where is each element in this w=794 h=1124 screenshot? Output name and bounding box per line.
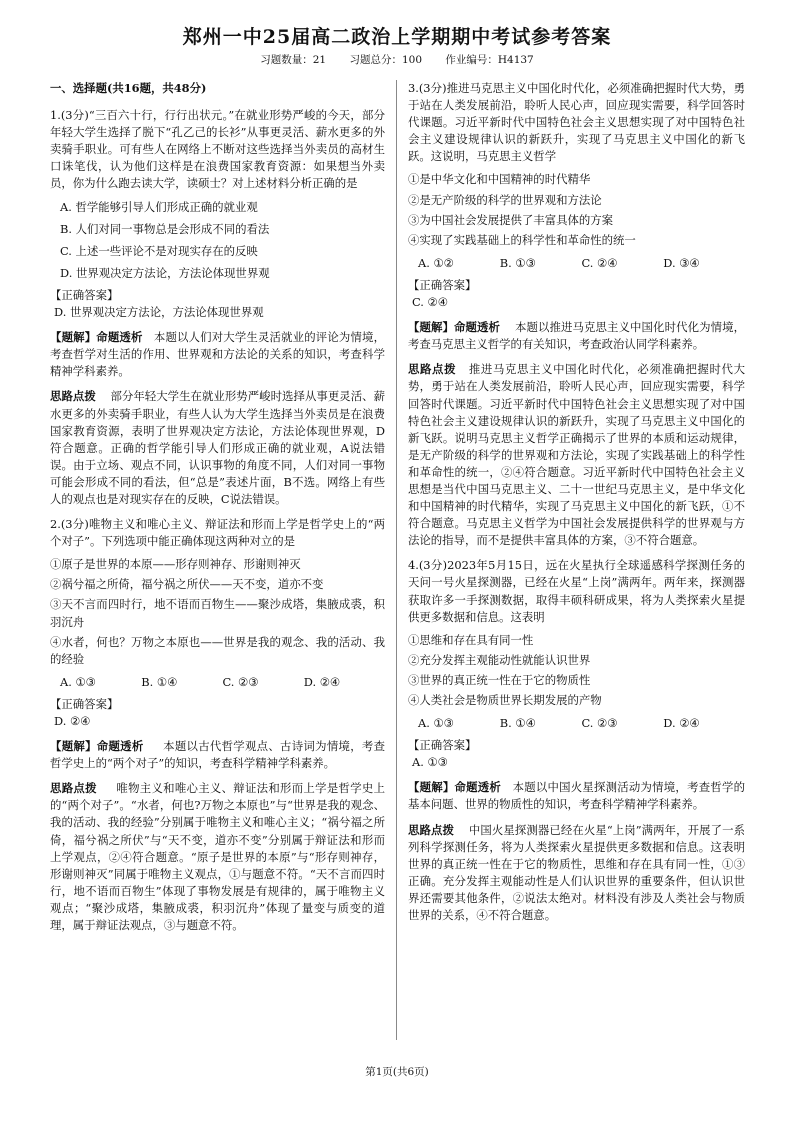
statement-1: ①是中华文化和中国精神的时代精华 — [408, 172, 591, 187]
analysis-label: 【题解】命题透析 — [408, 780, 502, 795]
idea-text: 部分年轻大学生在就业形势严峻时选择从事更灵活、薪水更多的外卖骑手职业，有些人认为大学生选择当外卖员是在浪费国家教育资源，表明了世界观决定方法论，方法论体现世界观，D符合题意。正确的哲学能引导人们形成正确的就业观，A说法错误。由于立场、观点不同，认识事物的角度不同，人们对同一事物可能会形成不同的看法，但“总是”表述片面，B不选。网络上有些人的观点也是对现实存在的反映，C说法错误。 — [50, 389, 385, 506]
choice-a: A. ①② — [418, 255, 454, 270]
answer-value: D. 世界观决定方法论，方法论体现世界观 — [54, 305, 264, 320]
idea-label: 思路点拨 — [50, 389, 96, 404]
analysis-text: 本题以人们对大学生灵活就业的评论为情境，考查哲学对生活的作用、世界观和方法论的关系的知识，考查科学精神学科素养。 — [50, 330, 385, 379]
document-title: 郑州一中25届高二政治上学期期中考试参考答案 — [182, 26, 612, 48]
choice-c: C. ②④ — [581, 255, 618, 270]
idea-text: 唯物主义和唯心主义、辩证法和形而上学是哲学史上的“两个对子”。“水者，何也?万物之本原也”与“世界是我的观念、我的活动、我的经验”分别属于唯物主义和唯心主义；“祸兮福之所倚，福兮祸之所伏”与“天不变，道亦不变”分别属于辩证法和形而上学观点，②④符合题意。“原子是世界的本原”与“形存则神存，形谢则神灭”同属于唯物主义观点，①与题意不符。“天不言而四时行，地不语而百物生”体现了事物发展是有规律的，属于唯物主义观点；“聚沙成塔，集腋成裘，积羽沉舟”体现了量变与质变的道理，属于辩证法观点，③与题意不符。 — [50, 781, 385, 933]
idea-label: 思路点拨 — [50, 781, 97, 796]
analysis — [408, 319, 745, 353]
analysis — [50, 738, 385, 772]
choice-row — [418, 715, 745, 732]
statement-4: ④水者，何也？万物之本原也——世界是我的观念、我的活动、我的经验 — [50, 634, 385, 666]
section-heading: 一、选择题(共16题，共48分) — [50, 81, 207, 95]
option-a: A. 哲学能够引导人们形成正确的就业观 — [60, 199, 258, 214]
solution-idea — [50, 388, 385, 508]
idea-label: 思路点拨 — [408, 362, 457, 377]
right-column — [408, 80, 745, 932]
choice-d: D. ②④ — [303, 674, 341, 689]
question-stem: 4.(3分)2023年5月15日，远在火星执行全球遥感科学探测任务的天问一号火星探测器，已经在火星“上岗”满两年。两年来，探测器获取许多一手探测数据，取得丰硕科研成果，将为人类探索火星提供更多数据和信息。这表明 — [408, 558, 745, 624]
total-score: 习题总分：100 — [349, 54, 423, 66]
choice-a: A. ①③ — [60, 674, 96, 689]
answer-label: 【正确答案】 — [50, 696, 119, 711]
choice-d: D. ③④ — [663, 255, 700, 270]
choice-b: B. ①③ — [499, 255, 536, 270]
answer-value: D. ②④ — [54, 714, 91, 728]
statement-1: ①原子是世界的本原——形存则神存、形谢则神灭 — [50, 557, 301, 572]
solution-idea — [408, 361, 745, 549]
statement-2: ②充分发挥主观能动性就能认识世界 — [408, 652, 591, 667]
choice-a: A. ①③ — [418, 716, 454, 731]
analysis-text: 本题以中国火星探测活动为情境，考查哲学的基本问题、世界的物质性的知识，考查科学精神学科素养。 — [408, 780, 745, 812]
idea-label: 思路点拨 — [408, 822, 454, 837]
statement-4: ④实现了实践基础上的科学性和革命性的统一 — [408, 232, 636, 247]
question-2 — [50, 516, 385, 934]
question-stem: 3.(3分)推进马克思主义中国化时代化，必须准确把握时代大势，勇于站在人类发展前沿，聆听人民心声，回应现实需要，科学回答时代课题。习近平新时代中国特色社会主义思想实现了对中国特色社会主义建设规律认识的新跃升，实现了马克思主义中国化的新飞跃。这说明，马克思主义哲学 — [408, 81, 745, 164]
choice-row — [60, 674, 385, 691]
analysis-text: 本题以推进马克思主义中国化时代化为情境，考查马克思主义哲学的有关知识，考查政治认同学科素养。 — [408, 320, 745, 352]
answer-label: 【正确答案】 — [408, 277, 477, 292]
choice-row — [418, 255, 745, 272]
option-c: C. 上述一些评论不是对现实存在的反映 — [60, 243, 258, 258]
answer-label: 【正确答案】 — [50, 287, 119, 302]
column-divider — [396, 80, 397, 1040]
question-1 — [50, 107, 385, 508]
solution-idea — [50, 780, 385, 934]
analysis-text: 本题以古代哲学观点、古诗词为情境，考查哲学史上的“两个对子”的知识，考查科学精神学科素养。 — [50, 739, 385, 771]
page-number: 第1页(共6页) — [365, 1066, 429, 1078]
option-d: D. 世界观决定方法论，方法论体现世界观 — [60, 265, 270, 280]
question-count: 习题数量：21 — [260, 54, 327, 66]
solution-idea — [408, 822, 745, 925]
statement-2: ②是无产阶级的科学的世界观和方法论 — [408, 192, 602, 207]
left-column — [50, 80, 385, 942]
document-meta — [0, 52, 794, 67]
analysis-label: 【题解】命题透析 — [50, 739, 144, 754]
analysis — [50, 329, 385, 380]
analysis-label: 【题解】命题透析 — [408, 320, 501, 335]
statement-2: ②祸兮福之所倚，福兮祸之所伏——天不变，道亦不变 — [50, 577, 324, 592]
question-3 — [408, 80, 745, 549]
answer-label: 【正确答案】 — [408, 738, 477, 753]
choice-b: B. ①④ — [141, 674, 178, 689]
question-stem: 1.(3分)“三百六十行，行行出状元。”在就业形势严峻的今天，部分年轻大学生选择了脱下“孔乙己的长衫”从事更灵活、薪水更多的外卖骑手职业。可有些人在网络上不断对这些选择当外卖员的高材生口诛笔伐，认为他们这样是在浪费国家教育资源：如果想当外卖员，你为什么跑去读大学，读硕士？对上述材料分析正确的是 — [50, 108, 385, 191]
question-4 — [408, 557, 745, 924]
choice-c: C. ②③ — [581, 716, 618, 731]
answer-value: C. ②④ — [412, 295, 448, 310]
idea-text: 中国火星探测器已经在火星“上岗”满两年，开展了一系列科学探测任务，将为人类探索火星提供更多数据和信息。这表明世界的真正统一性在于它的物质性，思维和存在具有同一性，①③正确。充分发挥主观能动性是人们认识世界的重要条件，但认识世界还需要其他条件，②说法太绝对。材料没有涉及人类社会与物质世界的关系，④不符合题意。 — [408, 822, 745, 923]
statement-3: ③为中国社会发展提供了丰富具体的方案 — [408, 212, 614, 227]
statement-1: ①思维和存在具有同一性 — [408, 632, 534, 647]
statement-3: ③天不言而四时行，地不语而百物生——聚沙成塔，集腋成裘，积羽沉舟 — [50, 597, 385, 629]
choice-c: C. ②③ — [222, 674, 259, 689]
question-stem: 2.(3分)唯物主义和唯心主义、辩证法和形而上学是哲学史上的“两个对子”。下列选项中能正确体现这两种对立的是 — [50, 517, 385, 549]
statement-3: ③世界的真正统一性在于它的物质性 — [408, 672, 591, 687]
assignment-id: 作业编号：H4137 — [445, 54, 534, 66]
idea-text: 推进马克思主义中国化时代化，必须准确把握时代大势，勇于站在人类发展前沿，聆听人民心声，回应现实需要，科学回答时代课题。习近平新时代中国特色社会主义思想实现了对中国特色社会主义建设规律认识的新跃升，实现了马克思主义中国化的新飞跃。说明马克思主义哲学正确揭示了世界的本质和运动规律，是无产阶级的科学的世界观和方法论，实现了实践基础上的科学性和革命性的统一，②④符合题意。习近平新时代中国特色社会主义思想是当代中国马克思主义、二十一世纪马克思主义，是中华文化和中国精神的时代精华，实现了马克思主义中国化的新飞跃，①不符合题意。马克思主义哲学为中国社会发展提供科学的世界观与方法论的指导，而不是提供丰富具体的方案，③不符合题意。 — [408, 362, 745, 548]
option-b: B. 人们对同一事物总是会形成不同的看法 — [60, 221, 270, 236]
analysis-label: 【题解】命题透析 — [50, 330, 143, 345]
answer-value: A. ①③ — [412, 755, 448, 770]
statement-4: ④人类社会是物质世界长期发展的产物 — [408, 693, 602, 707]
choice-b: B. ①④ — [499, 716, 536, 731]
choice-d: D. ②④ — [663, 716, 700, 731]
analysis — [408, 779, 745, 813]
